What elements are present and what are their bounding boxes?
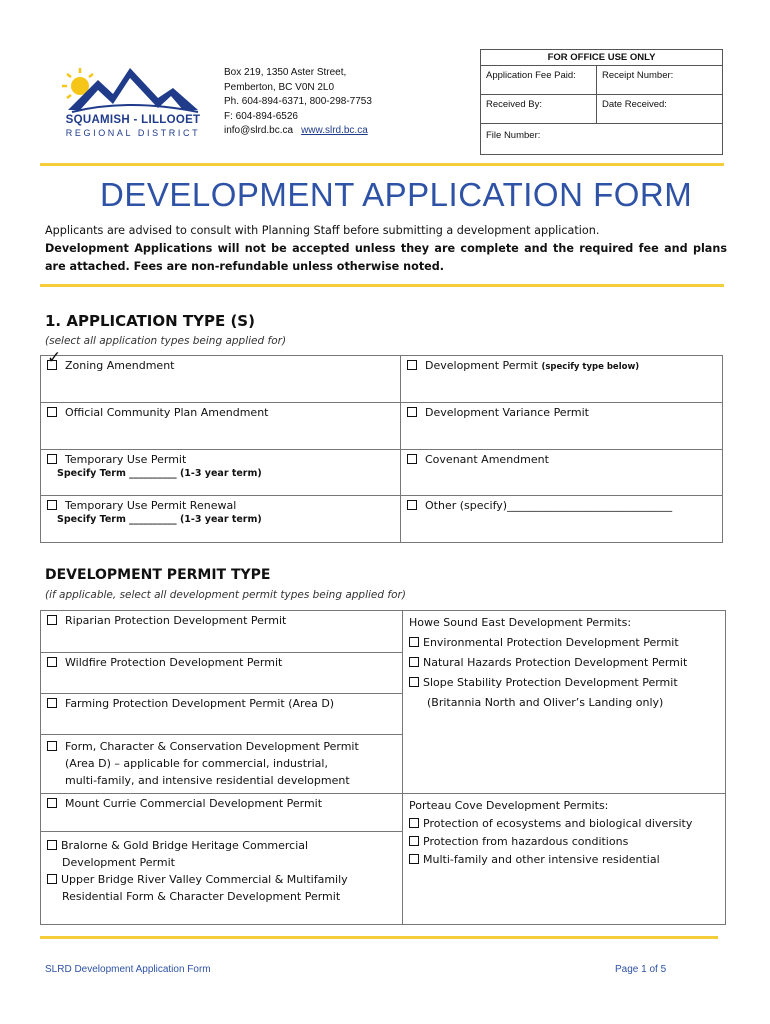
office-heading: FOR OFFICE USE ONLY xyxy=(481,50,722,66)
tup-renewal-term: Specify Term __________ (1-3 year term) xyxy=(57,514,262,525)
website-link[interactable]: www.slrd.bc.ca xyxy=(301,125,368,136)
logo-subtitle: REGIONAL DISTRICT xyxy=(65,128,201,138)
porteau-multi-checkbox[interactable] xyxy=(409,854,419,864)
section-1-heading: 1. APPLICATION TYPE (S) xyxy=(45,312,255,330)
upper-bridge-line-2: Residential Form & Character Development Permit xyxy=(62,890,341,903)
form-label: Form, Character & Conservation Development Permit xyxy=(65,740,359,753)
page-title: DEVELOPMENT APPLICATION FORM xyxy=(100,176,693,213)
phone: Ph. 604-894-6371, 800-298-7753 xyxy=(224,96,372,107)
tup-renewal-label: Temporary Use Permit Renewal xyxy=(65,499,237,512)
covenant-label: Covenant Amendment xyxy=(425,453,549,466)
howe-nat-checkbox[interactable] xyxy=(409,657,419,667)
dev-permit-checkbox[interactable] xyxy=(407,360,417,370)
form-line-2: (Area D) – applicable for commercial, industrial, xyxy=(65,757,328,770)
file-number-field: File Number: xyxy=(486,130,541,141)
email: info@slrd.bc.ca xyxy=(224,125,294,136)
slrd-logo xyxy=(58,58,208,138)
covenant-checkbox[interactable] xyxy=(407,454,417,464)
form-checkbox[interactable] xyxy=(47,741,57,751)
upper-bridge-checkbox[interactable] xyxy=(47,874,57,884)
howe-slope-label: Slope Stability Protection Development Permit xyxy=(423,676,678,689)
porteau-multi-label: Multi-family and other intensive residential xyxy=(423,853,660,866)
section-2-heading: DEVELOPMENT PERMIT TYPE xyxy=(45,567,271,583)
ocp-label: Official Community Plan Amendment xyxy=(65,406,269,419)
porteau-heading: Porteau Cove Development Permits: xyxy=(409,799,609,812)
other-label: Other (specify)______________________________ xyxy=(425,499,673,512)
howe-nat-label: Natural Hazards Protection Development Permit xyxy=(423,656,688,669)
other-checkbox[interactable] xyxy=(407,500,417,510)
receipt-number-field: Receipt Number: xyxy=(602,70,674,81)
address-line-1: Box 219, 1350 Aster Street, xyxy=(224,67,347,78)
howe-slope-checkbox[interactable] xyxy=(409,677,419,687)
form-line-3: multi-family, and intensive residential development xyxy=(65,774,350,787)
logo-name: SQUAMISH - LILLOOET xyxy=(65,114,201,126)
zoning-checkbox[interactable] xyxy=(47,348,62,370)
tup-renewal-checkbox[interactable] xyxy=(47,500,57,510)
farming-checkbox[interactable] xyxy=(47,698,57,708)
date-received-field: Date Received: xyxy=(602,99,667,110)
porteau-haz-checkbox[interactable] xyxy=(409,836,419,846)
howe-env-checkbox[interactable] xyxy=(409,637,419,647)
wildfire-label: Wildfire Protection Development Permit xyxy=(65,656,283,669)
application-type-table xyxy=(40,348,723,543)
porteau-haz-label: Protection from hazardous conditions xyxy=(423,835,629,848)
section-1-subtitle: (select all application types being applied for) xyxy=(45,335,287,347)
howe-heading: Howe Sound East Development Permits: xyxy=(409,616,632,629)
fax: F: 604-894-6526 xyxy=(224,110,298,122)
variance-checkbox[interactable] xyxy=(407,407,417,417)
fee-paid-field: Application Fee Paid: xyxy=(481,66,597,94)
address-line-2: Pemberton, BC V0N 2L0 xyxy=(224,81,335,93)
mount-currie-checkbox[interactable] xyxy=(47,798,57,808)
variance-label: Development Variance Permit xyxy=(425,406,589,419)
wildfire-checkbox[interactable] xyxy=(47,657,57,667)
upper-bridge-label: Upper Bridge River Valley Commercial & Multifamily xyxy=(61,873,348,886)
office-use-box xyxy=(480,49,723,155)
section-2-subtitle: (if applicable, select all development permit types being applied for) xyxy=(45,589,406,601)
intro-line: Applicants are advised to consult with Planning Staff before submitting a development application. xyxy=(45,224,600,237)
riparian-label: Riparian Protection Development Permit xyxy=(65,614,287,627)
page-number: Page 1 of 5 xyxy=(615,964,667,975)
porteau-eco-checkbox[interactable] xyxy=(409,818,419,828)
howe-note: (Britannia North and Oliver’s Landing only) xyxy=(427,696,664,709)
riparian-checkbox[interactable] xyxy=(47,615,57,625)
tup-label: Temporary Use Permit xyxy=(65,453,187,466)
tup-checkbox[interactable] xyxy=(47,454,57,464)
intro-warning: Development Applications will not be accepted unless they are complete and the required fee and plans are attached. Fees are non-refundable unless otherwise noted. xyxy=(45,242,727,273)
footer-title: SLRD Development Application Form xyxy=(45,964,211,975)
check-icon: ✓ xyxy=(47,348,62,368)
tup-term: Specify Term __________ (1-3 year term) xyxy=(57,468,262,479)
intro xyxy=(45,222,727,276)
contact-info xyxy=(224,66,372,139)
bralorne-checkbox[interactable] xyxy=(47,840,57,850)
mount-currie-label: Mount Currie Commercial Development Permit xyxy=(65,797,323,810)
howe-env-label: Environmental Protection Development Permit xyxy=(423,636,679,649)
divider xyxy=(40,936,718,939)
dev-permit-label: Development Permit xyxy=(425,359,538,372)
dp-type-table xyxy=(40,610,726,925)
bralorne-label: Bralorne & Gold Bridge Heritage Commercial xyxy=(61,839,309,852)
zoning-label: Zoning Amendment xyxy=(65,359,175,372)
received-by-field: Received By: xyxy=(481,95,597,123)
farming-label: Farming Protection Development Permit (Area D) xyxy=(65,697,335,710)
ocp-checkbox[interactable] xyxy=(47,407,57,417)
porteau-eco-label: Protection of ecosystems and biological diversity xyxy=(423,817,693,830)
dev-permit-note: (specify type below) xyxy=(541,362,640,372)
divider xyxy=(40,163,724,166)
bralorne-line-2: Development Permit xyxy=(62,856,175,869)
divider xyxy=(40,284,724,287)
